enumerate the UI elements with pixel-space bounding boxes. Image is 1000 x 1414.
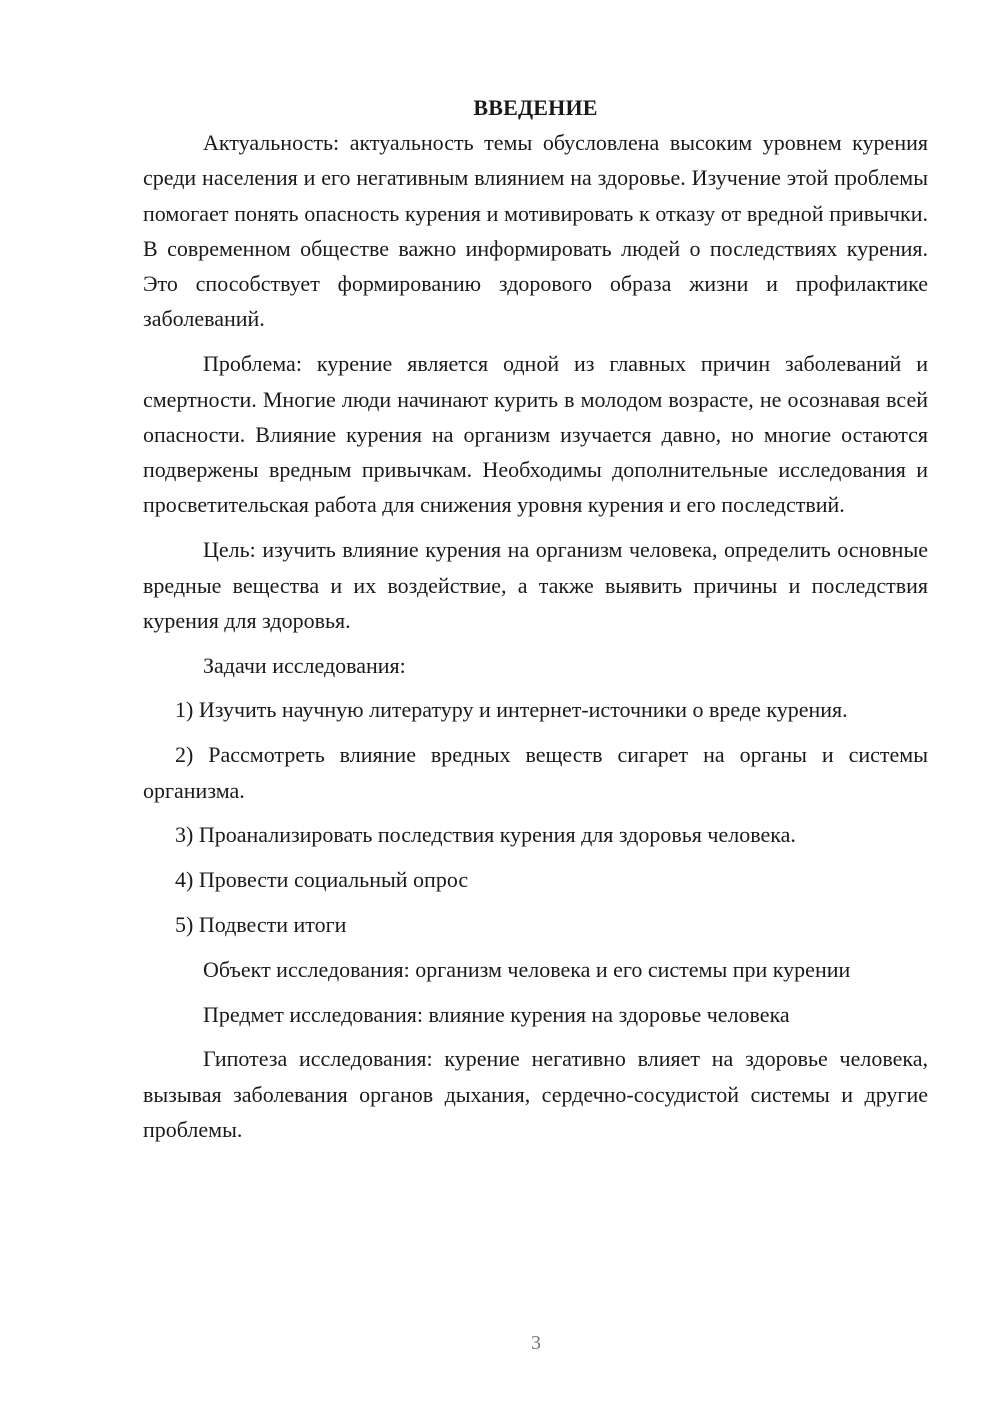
task-item-1: 1) Изучить научную литературу и интернет-источники о вреде курения. (175, 697, 848, 723)
tasks-heading: Задачи исследования: (203, 652, 406, 678)
task-item-5: 5) Подвести итоги (175, 911, 347, 937)
object-paragraph: Объект исследования: организм человека и его системы при курении (203, 956, 851, 982)
page-title: ВВЕДЕНИЕ (473, 95, 598, 120)
page-number: 3 (531, 1332, 541, 1354)
task-item-4: 4) Провести социальный опрос (175, 867, 469, 893)
task-item-2: 2) Рассмотреть влияние вредных веществ сигарет на органы и системы организма. (143, 742, 928, 803)
subject-paragraph: Предмет исследования: влияние курения на здоровье человека (203, 1001, 790, 1027)
relevance-paragraph: Актуальность: актуальность темы обусловлена высоким уровнем курения среди населения и его негативным влиянием на здоровье. Изучение этой проблемы помогает понять опасность курения и мотивировать к отказу от вредной привычки. В современном обществе важно информировать людей о последствиях курения. Это способствует формированию здорового образа жизни и профилактике заболеваний. (143, 130, 928, 332)
goal-paragraph: Цель: изучить влияние курения на организм человека, определить основные вредные вещества и их воздействие, а также выявить причины и последствия курения для здоровья. (143, 537, 928, 633)
document-page (143, 90, 928, 1147)
hypothesis-paragraph: Гипотеза исследования: курение негативно влияет на здоровье человека, вызывая заболевания органов дыхания, сердечно-сосудистой системы и другие проблемы. (143, 1046, 928, 1142)
task-item-3: 3) Проанализировать последствия курения для здоровья человека. (175, 822, 796, 848)
problem-paragraph: Проблема: курение является одной из главных причин заболеваний и смертности. Многие люди начинают курить в молодом возрасте, не осознавая всей опасности. Влияние курения на организм изучается давно, но многие остаются подвержены вредным привычкам. Необходимы дополнительные исследования и просветительская работа для снижения уровня курения и его последствий. (143, 351, 928, 518)
